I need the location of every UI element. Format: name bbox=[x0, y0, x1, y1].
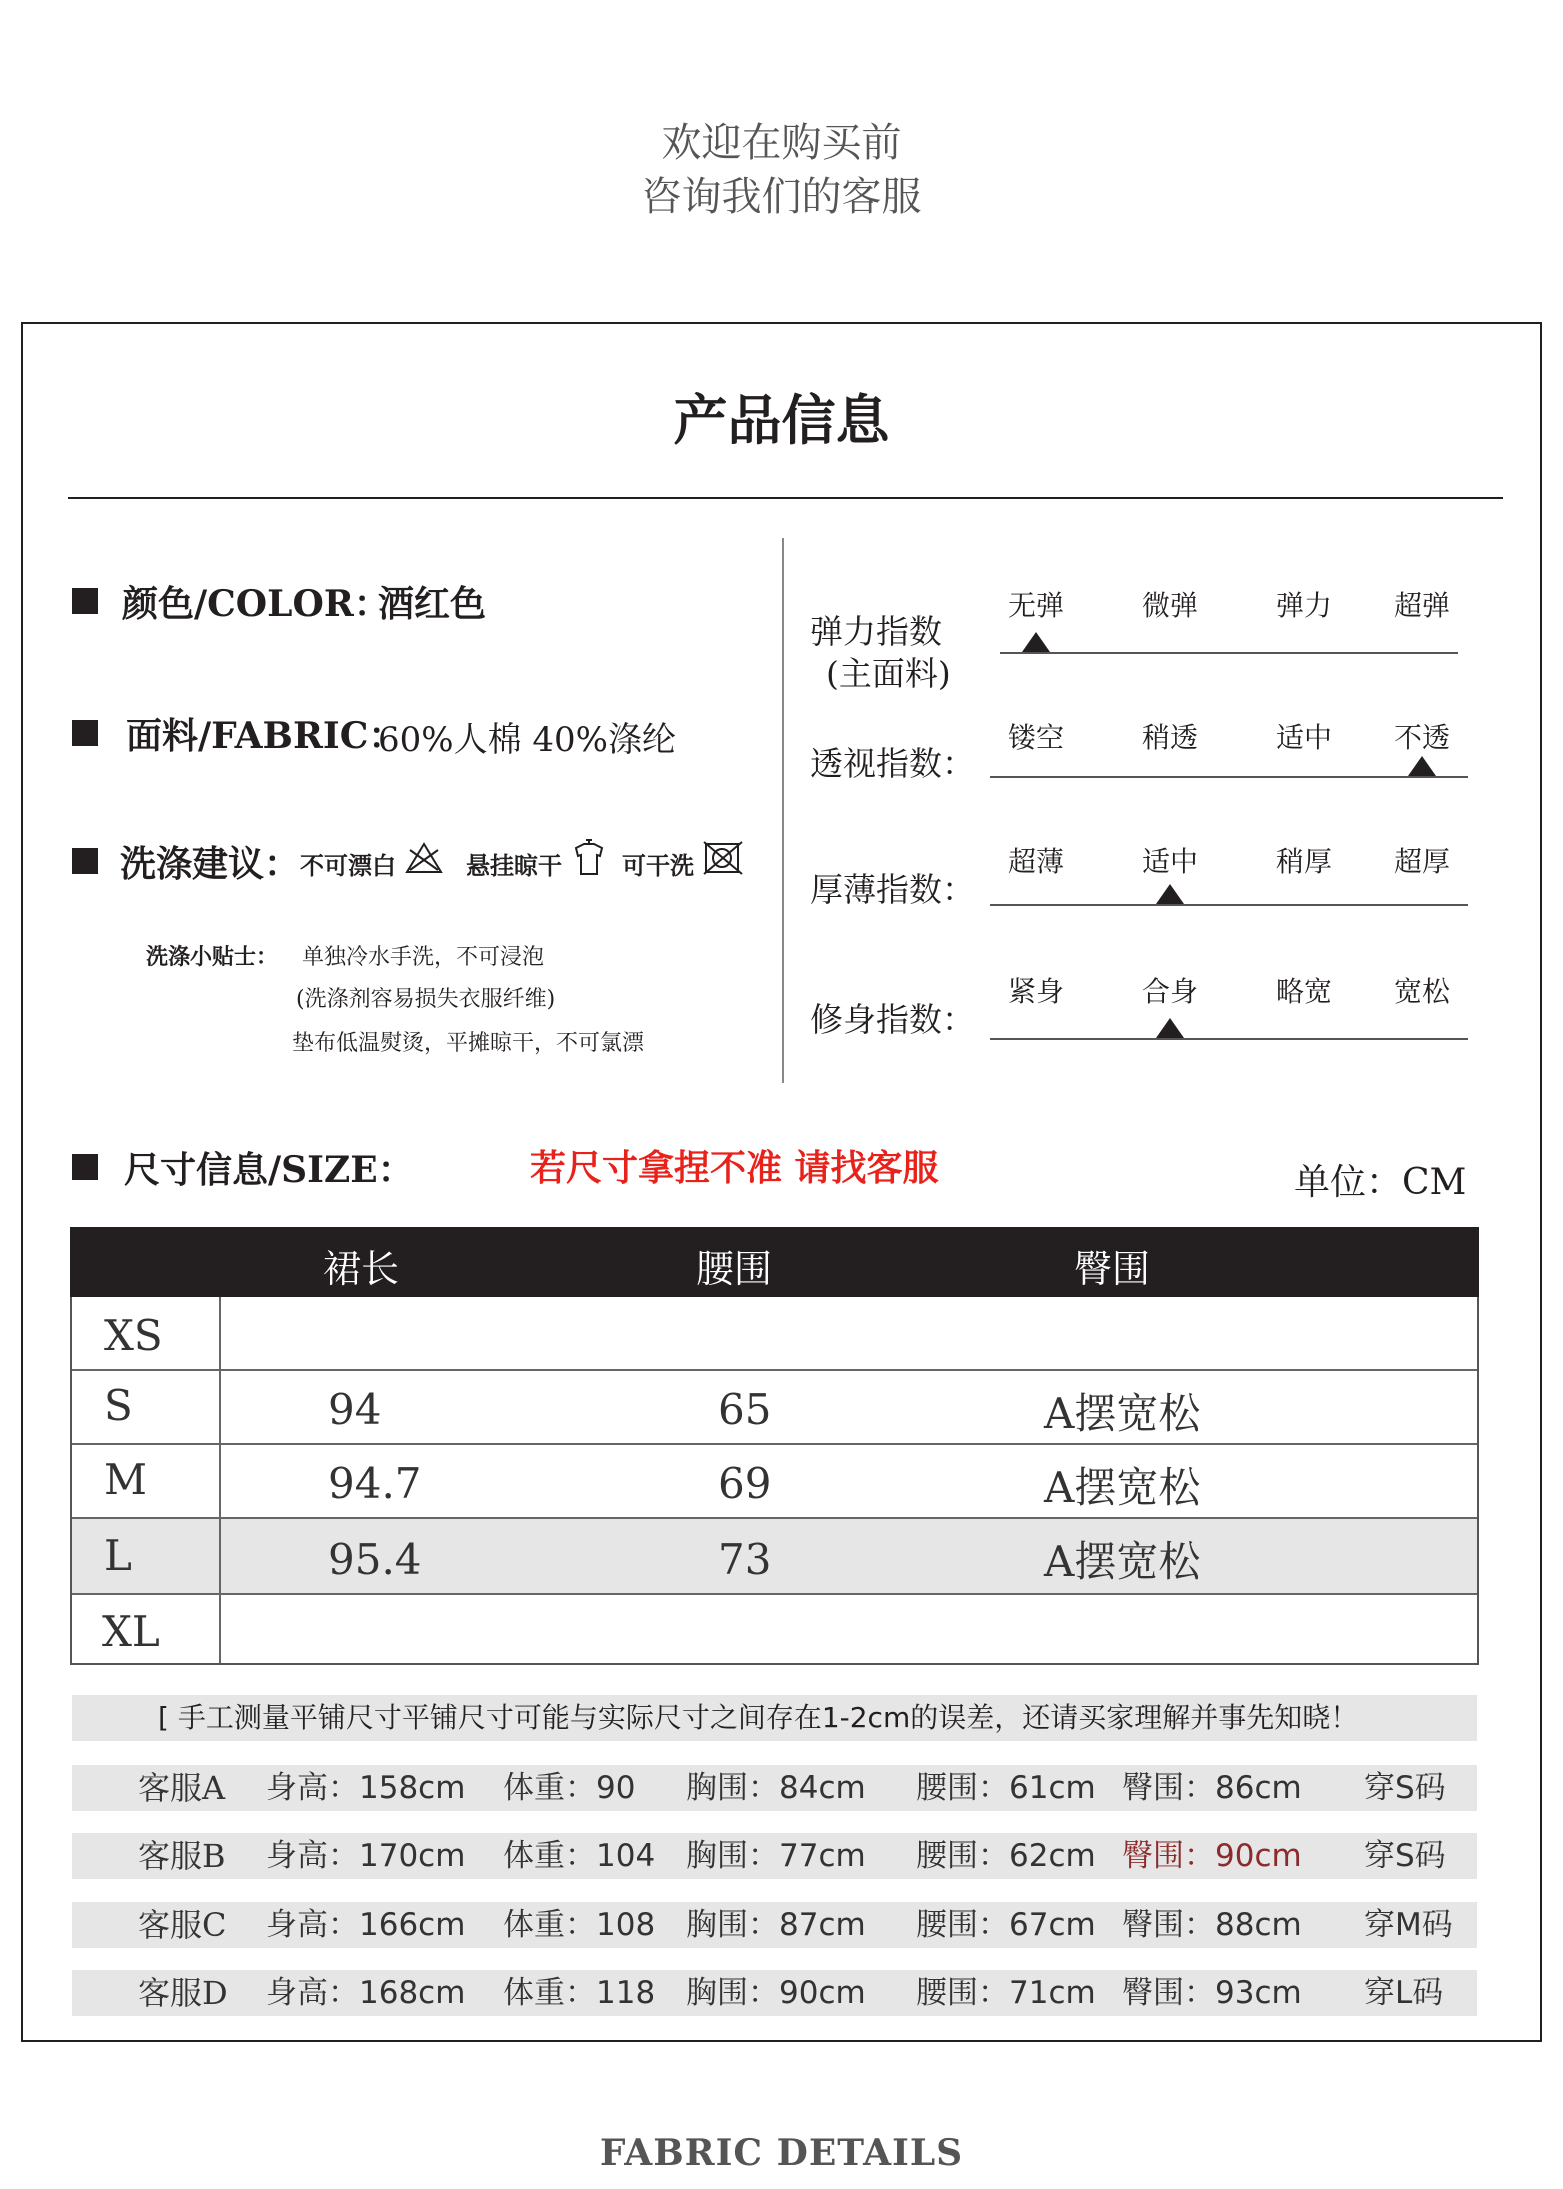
size-advice-note: 若尺寸拿捏不准 请找客服 bbox=[530, 1148, 939, 1189]
color-value: 酒红色 bbox=[378, 583, 487, 625]
model-chest: 胸围：77cm bbox=[686, 1838, 866, 1874]
length-cell: 94 bbox=[328, 1385, 382, 1434]
fabric-value: 60%人棉 40%涤纶 bbox=[378, 720, 676, 760]
table-row bbox=[72, 1297, 1477, 1369]
wash-tip-1: 单独冷水手洗，不可浸泡 bbox=[302, 945, 545, 970]
waist-cell: 73 bbox=[718, 1535, 772, 1584]
waist-cell: 65 bbox=[718, 1385, 772, 1434]
bullet-square-icon bbox=[72, 848, 98, 874]
wash-tip-2: (洗涤剂容易损失衣服纤维) bbox=[296, 987, 556, 1012]
model-weight: 体重：118 bbox=[503, 1975, 656, 2011]
header-waist: 腰围 bbox=[696, 1247, 773, 1291]
color-label: 颜色/COLOR： bbox=[122, 583, 390, 625]
index-marker-icon bbox=[1156, 884, 1184, 904]
index-option: 合身 bbox=[1141, 975, 1198, 1008]
column-divider bbox=[782, 538, 784, 1083]
size-table-header bbox=[70, 1227, 1479, 1297]
measurement-disclaimer: [ 手工测量平铺尺寸平铺尺寸可能与实际尺寸之间存在1-2cm的误差，还请买家理解并事先知晓！ bbox=[72, 1695, 1477, 1741]
size-cell: XS bbox=[104, 1311, 163, 1360]
model-height: 身高：168cm bbox=[266, 1975, 466, 2011]
waist-cell: 69 bbox=[718, 1459, 772, 1508]
dry-clean-icon bbox=[702, 840, 744, 876]
table-column-divider bbox=[219, 1297, 221, 1663]
model-size: 穿L码 bbox=[1364, 1975, 1444, 2011]
table-row bbox=[72, 1443, 1477, 1517]
index-option: 宽松 bbox=[1393, 975, 1450, 1008]
index-option: 弹力 bbox=[1275, 589, 1332, 622]
index-option: 微弹 bbox=[1141, 589, 1198, 622]
model-size: 穿S码 bbox=[1364, 1838, 1446, 1874]
wash-tips-label: 洗涤小贴士： bbox=[146, 944, 279, 970]
welcome-line-2: 咨询我们的客服 bbox=[641, 174, 922, 220]
index-option: 不透 bbox=[1393, 721, 1450, 754]
fabric-label: 面料/FABRIC： bbox=[126, 715, 405, 757]
index-scale-line bbox=[990, 904, 1468, 906]
table-row bbox=[72, 1517, 1477, 1593]
index-option: 适中 bbox=[1141, 845, 1198, 878]
header-length: 裙长 bbox=[323, 1247, 400, 1291]
header-hip: 臀围 bbox=[1074, 1247, 1151, 1291]
model-chest: 胸围：84cm bbox=[686, 1770, 866, 1806]
size-label: 尺寸信息/SIZE： bbox=[124, 1149, 414, 1191]
model-chest: 胸围：90cm bbox=[686, 1975, 866, 2011]
index-option: 稍厚 bbox=[1275, 845, 1332, 878]
index-option: 适中 bbox=[1275, 721, 1332, 754]
index-option: 略宽 bbox=[1275, 975, 1332, 1008]
index-option: 超薄 bbox=[1007, 845, 1064, 878]
bullet-square-icon bbox=[72, 588, 98, 614]
page-title: 产品信息 bbox=[673, 388, 890, 452]
model-name: 客服A bbox=[138, 1769, 226, 1807]
model-hip: 臀围：88cm bbox=[1122, 1907, 1302, 1943]
model-height: 身高：166cm bbox=[266, 1907, 466, 1943]
model-size: 穿M码 bbox=[1364, 1907, 1453, 1943]
index-marker-icon bbox=[1408, 756, 1436, 776]
wash-label: 洗涤建议： bbox=[120, 843, 301, 885]
model-weight: 体重：108 bbox=[503, 1907, 656, 1943]
table-row bbox=[72, 1369, 1477, 1443]
index-marker-icon bbox=[1156, 1018, 1184, 1038]
index-sublabel: (主面料) bbox=[826, 654, 951, 693]
index-label: 透视指数： bbox=[810, 744, 975, 783]
wash-item-no-bleach: 不可漂白 bbox=[300, 851, 396, 880]
size-cell: L bbox=[104, 1531, 132, 1580]
index-scale-line bbox=[990, 1038, 1468, 1040]
table-row bbox=[72, 1593, 1477, 1665]
wash-item-hang-dry: 悬挂晾干 bbox=[466, 851, 562, 880]
model-name: 客服B bbox=[138, 1837, 226, 1875]
index-label: 修身指数： bbox=[810, 1000, 975, 1039]
index-marker-icon bbox=[1022, 632, 1050, 652]
index-option: 超弹 bbox=[1393, 589, 1450, 622]
index-option: 无弹 bbox=[1007, 589, 1064, 622]
bullet-square-icon bbox=[72, 1154, 98, 1180]
model-hip: 臀围：90cm bbox=[1122, 1838, 1302, 1874]
index-label: 厚薄指数： bbox=[810, 870, 975, 909]
welcome-line-1: 欢迎在购买前 bbox=[661, 120, 902, 166]
model-waist: 腰围：61cm bbox=[916, 1770, 1096, 1806]
index-label: 弹力指数 bbox=[810, 612, 942, 651]
index-option: 超厚 bbox=[1393, 845, 1450, 878]
model-name: 客服D bbox=[138, 1974, 228, 2012]
index-option: 稍透 bbox=[1141, 721, 1198, 754]
unit-label: 单位：CM bbox=[1294, 1162, 1467, 1203]
size-cell: M bbox=[104, 1455, 148, 1504]
hip-cell: A摆宽松 bbox=[1044, 1537, 1201, 1586]
model-chest: 胸围：87cm bbox=[686, 1907, 866, 1943]
model-hip: 臀围：86cm bbox=[1122, 1770, 1302, 1806]
model-waist: 腰围：62cm bbox=[916, 1838, 1096, 1874]
no-bleach-icon bbox=[404, 840, 444, 876]
model-height: 身高：158cm bbox=[266, 1770, 466, 1806]
model-size: 穿S码 bbox=[1364, 1770, 1446, 1806]
model-height: 身高：170cm bbox=[266, 1838, 466, 1874]
wash-item-dry-clean: 可干洗 bbox=[622, 851, 694, 880]
bullet-square-icon bbox=[72, 720, 98, 746]
size-table bbox=[70, 1297, 1479, 1665]
length-cell: 94.7 bbox=[328, 1459, 422, 1508]
size-cell: XL bbox=[102, 1607, 160, 1656]
title-divider bbox=[68, 497, 1503, 499]
index-option: 镂空 bbox=[1007, 721, 1064, 754]
length-cell: 95.4 bbox=[328, 1535, 422, 1584]
hip-cell: A摆宽松 bbox=[1044, 1389, 1201, 1438]
index-scale-line bbox=[990, 776, 1468, 778]
size-cell: S bbox=[104, 1381, 133, 1430]
index-option: 紧身 bbox=[1007, 975, 1064, 1008]
hip-cell: A摆宽松 bbox=[1044, 1463, 1201, 1512]
footer-title: FABRIC DETAILS bbox=[599, 2132, 964, 2174]
model-hip: 臀围：93cm bbox=[1122, 1975, 1302, 2011]
wash-tip-3: 垫布低温熨烫，平摊晾干，不可氯漂 bbox=[292, 1031, 645, 1056]
model-waist: 腰围：71cm bbox=[916, 1975, 1096, 2011]
model-weight: 体重：104 bbox=[503, 1838, 656, 1874]
model-name: 客服C bbox=[138, 1906, 227, 1944]
model-weight: 体重：90 bbox=[503, 1770, 636, 1806]
index-scale-line bbox=[1000, 652, 1458, 654]
hang-dry-icon bbox=[570, 838, 608, 878]
model-waist: 腰围：67cm bbox=[916, 1907, 1096, 1943]
